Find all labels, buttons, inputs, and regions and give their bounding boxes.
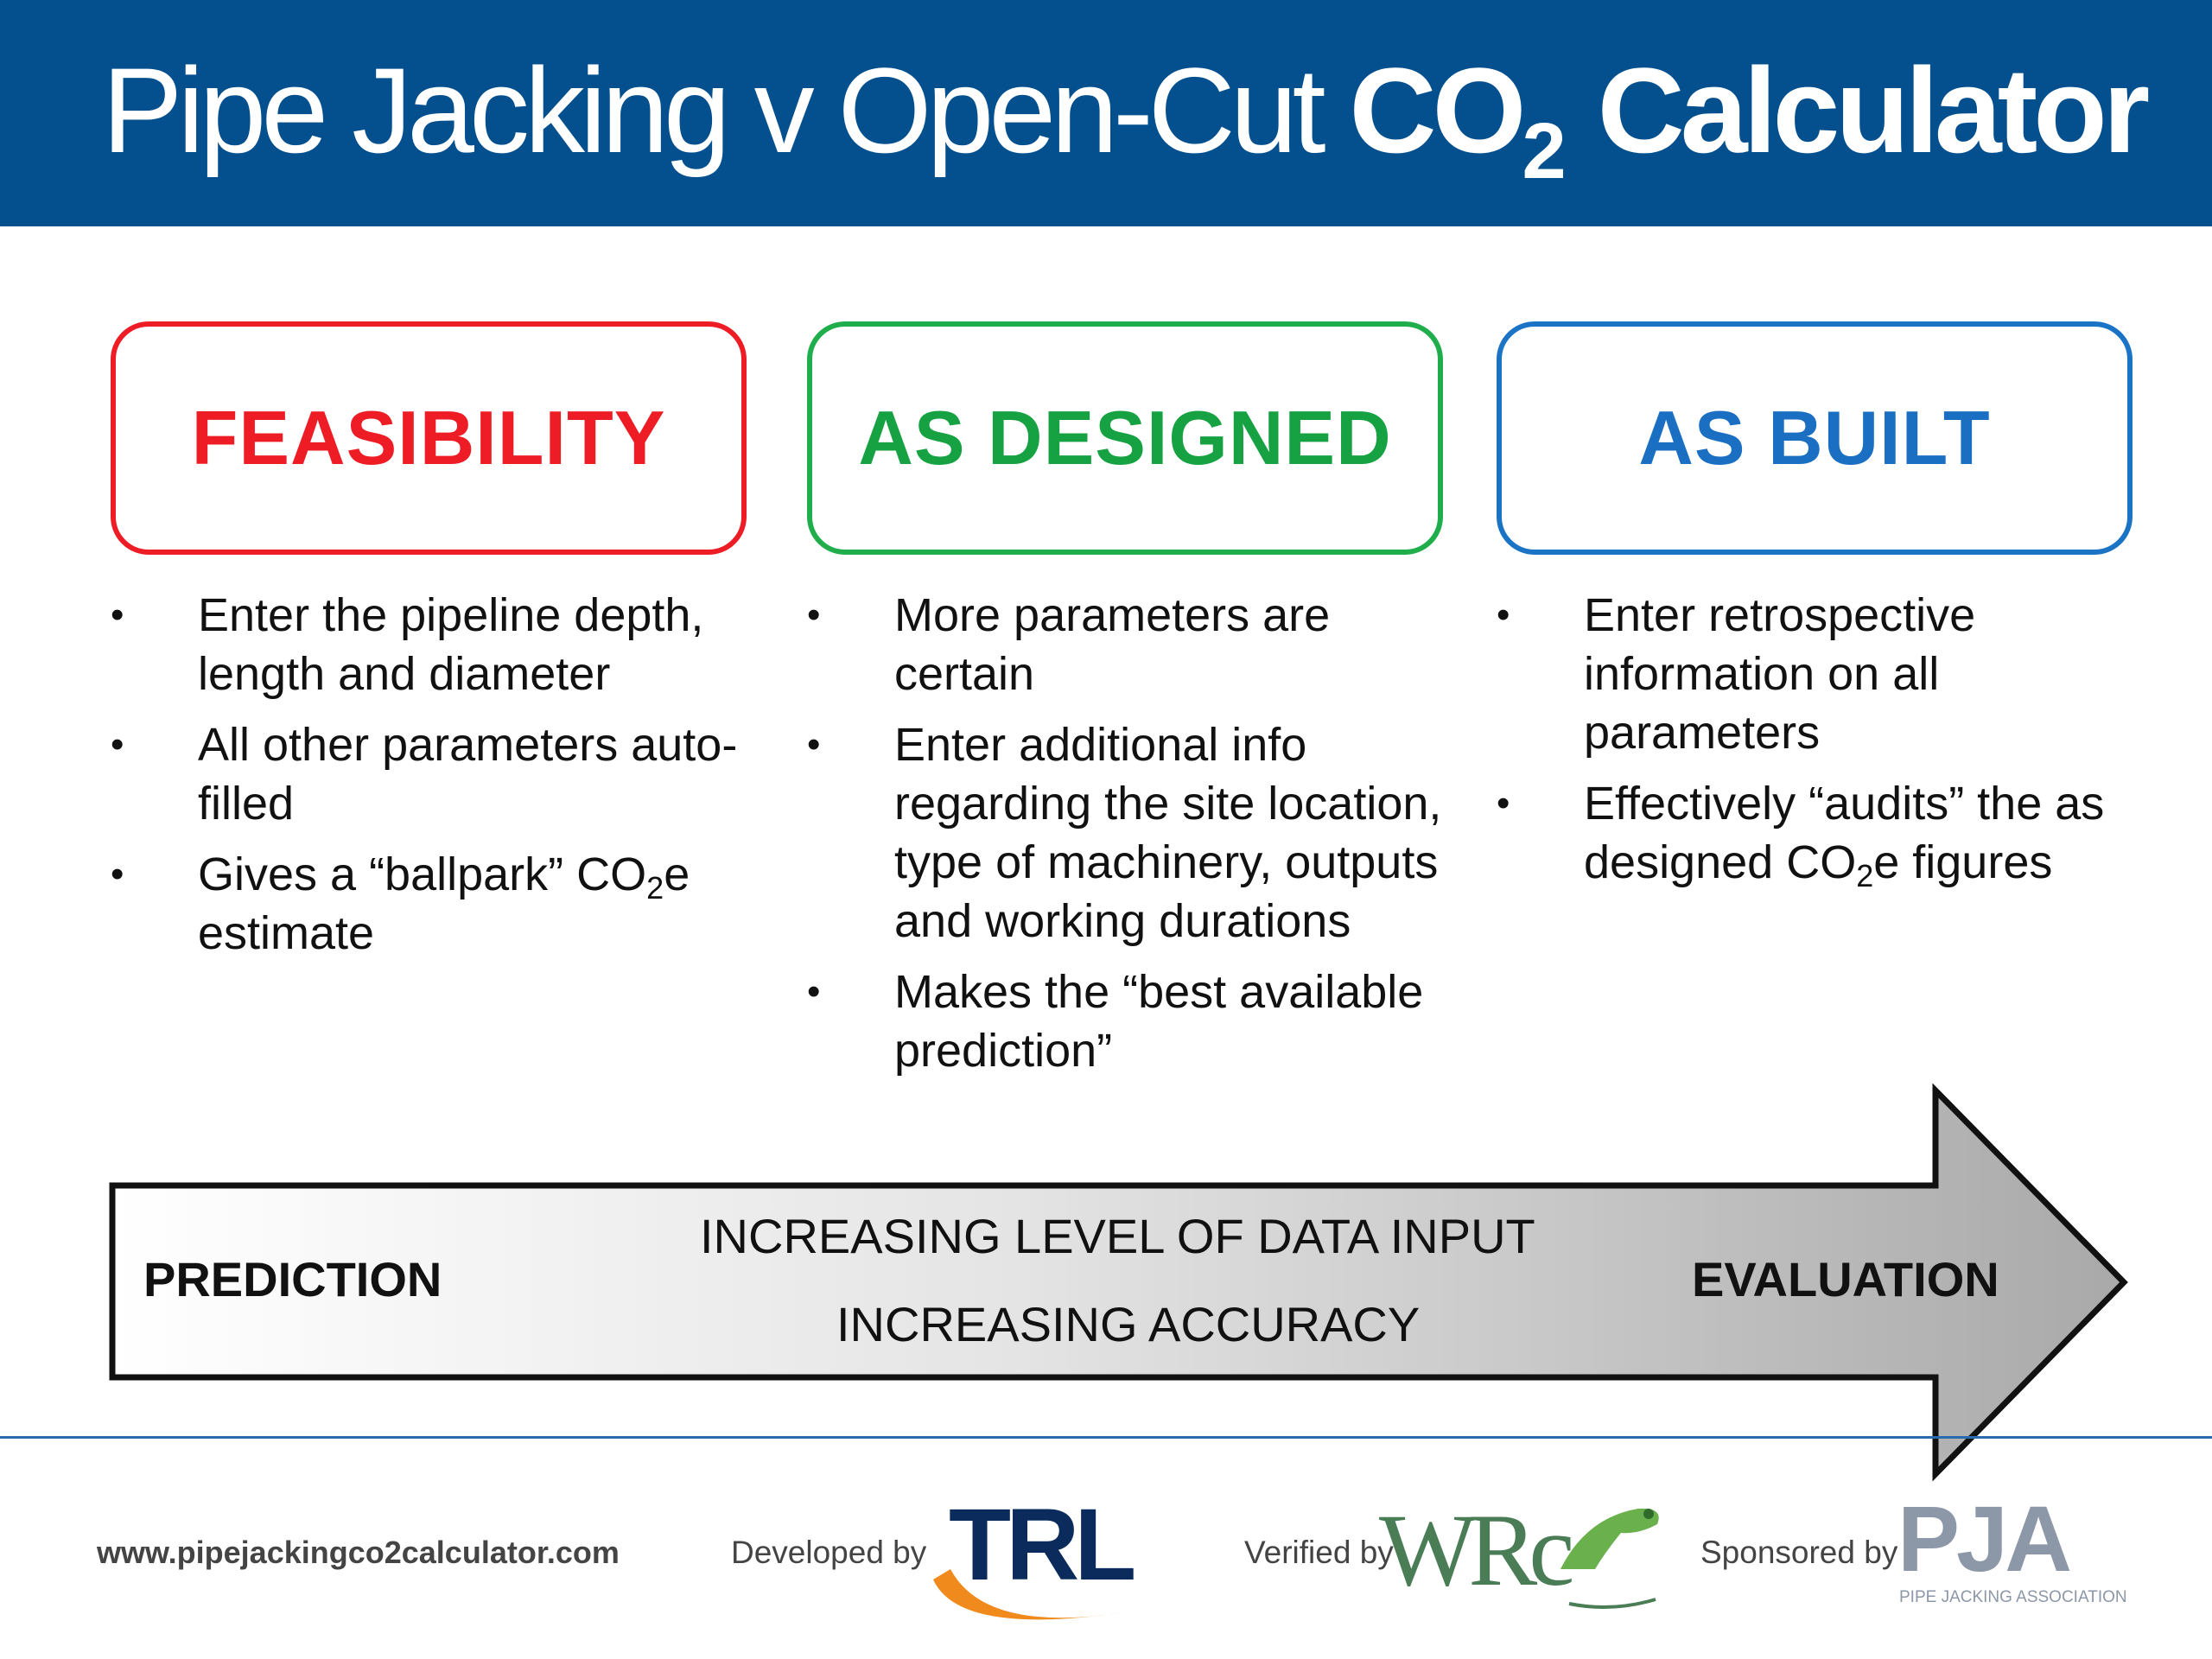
arrow-label-data-input: INCREASING LEVEL OF DATA INPUT <box>700 1209 1535 1263</box>
bullet-text: Enter retrospective information on all parameters <box>1584 589 1976 759</box>
bullet-dot: • <box>111 853 124 895</box>
bullet-dot: • <box>807 970 821 1013</box>
bullet-dot: • <box>1497 782 1510 824</box>
stage-label-feasibility: FEASIBILITY <box>191 395 666 480</box>
svg-text:TRL: TRL <box>949 1488 1132 1602</box>
pja-logo <box>1897 1491 2139 1612</box>
bullet-dot: • <box>807 594 821 636</box>
bullet-dot: • <box>111 723 124 766</box>
co2-subscript: 2 <box>646 870 664 906</box>
bullet-dot: • <box>807 723 821 766</box>
bullet-text: Enter the pipeline depth, length and diameter <box>198 589 704 700</box>
bullet-text: Makes the “best available prediction” <box>894 966 1424 1077</box>
arrow-label-evaluation: EVALUATION <box>1692 1252 1999 1306</box>
bullet-text: More parameters are certain <box>894 589 1331 700</box>
title-co-subscript: 2 <box>1522 107 1567 195</box>
bullet-text-part: e estimate <box>198 849 690 959</box>
title-light-part: Pipe Jacking v Open-Cut <box>102 42 1350 178</box>
website-link[interactable]: www.pipejackingco2calculator.com <box>97 1535 620 1570</box>
stage-label-as-designed: AS DESIGNED <box>858 395 1392 480</box>
co2-subscript: 2 <box>1856 858 1874 893</box>
arrow-label-accuracy: INCREASING ACCURACY <box>836 1297 1421 1351</box>
developed-by-label: Developed by <box>731 1535 927 1570</box>
verified-by-label: Verified by <box>1244 1535 1394 1570</box>
footer-divider <box>0 1436 2212 1439</box>
arrow-label-prediction: PREDICTION <box>143 1252 442 1306</box>
bullet-text-part: Effectively “audits” the as designed CO <box>1584 778 2105 888</box>
bullet-text: Enter additional info regarding the site location, type of machinery, outputs and working durations <box>894 719 1442 947</box>
trl-logo <box>925 1483 1184 1630</box>
svg-text:PJA: PJA <box>1897 1491 2069 1591</box>
svg-text:PIPE JACKING ASSOCIATION: PIPE JACKING ASSOCIATION <box>1899 1588 2127 1606</box>
title-calculator: Calculator <box>1597 42 2146 178</box>
stage-label-as-built: AS BUILT <box>1638 395 1991 480</box>
bullet-text-part: e figures <box>1873 836 2053 888</box>
bullet-dot: • <box>1497 594 1510 636</box>
svg-text:WRc: WRc <box>1379 1492 1567 1607</box>
bullet-dot: • <box>111 594 124 636</box>
sponsored-by-label: Sponsored by <box>1700 1535 1898 1570</box>
bullet-text-part: Gives a “ballpark” CO <box>198 849 647 900</box>
wrc-logo <box>1379 1483 1673 1621</box>
title-co: CO <box>1349 42 1522 178</box>
bullet-text: All other parameters auto-filled <box>198 719 738 830</box>
